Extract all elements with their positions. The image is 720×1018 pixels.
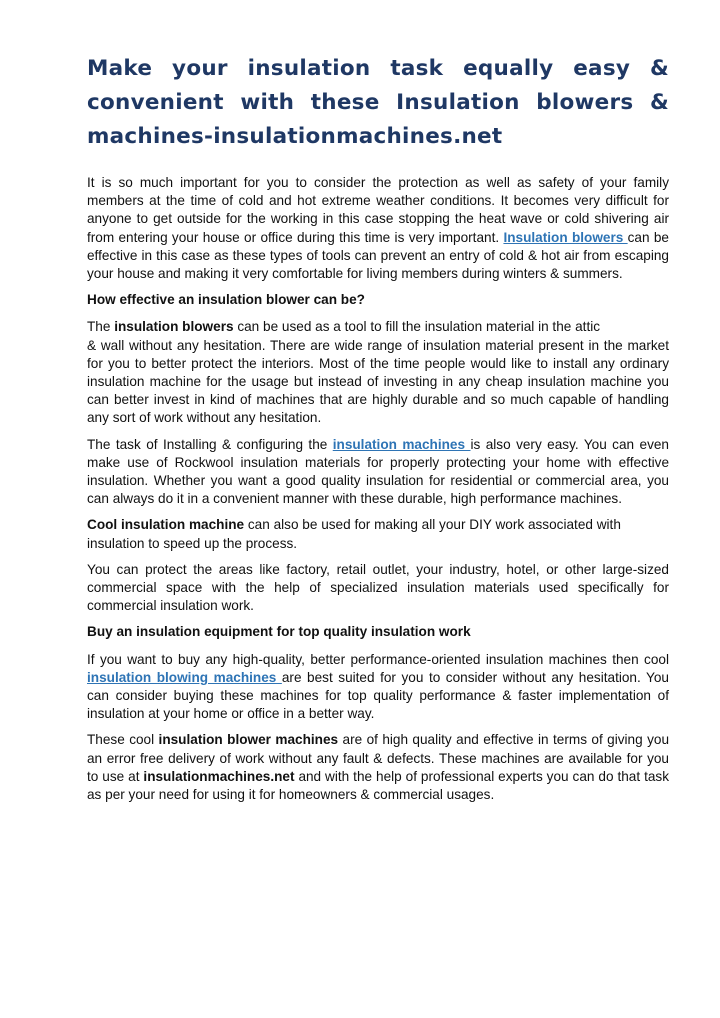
paragraph-text: These cool xyxy=(87,732,159,748)
paragraph-text: are best suited for you to consider without any hesitation. You can consider buying these machines for top quality performance & faster implementation of insulation at your home or office in a better way. xyxy=(87,669,669,722)
commercial-paragraph: You can protect the areas like factory, retail outlet, your industry, hotel, or other large-sized commercial space with the help of specialized insulation materials used specifically for commercial insulation work. xyxy=(87,561,669,614)
paragraph-text: The task of Installing & configuring the xyxy=(87,436,333,452)
insulation-machines-link[interactable]: insulation machines xyxy=(332,436,471,452)
paragraph-text: insulation to speed up the process. xyxy=(87,535,298,551)
paragraph-text: are of high quality and effective in terms of giving you an error free delivery of work without any fault & defects. These machines are available for you to use at xyxy=(87,732,670,784)
paragraph-text: and with the help of professional experts you can do that task as per your need for using it for homeowners & commercial usages. xyxy=(87,768,669,803)
installing-paragraph xyxy=(87,436,669,509)
paragraph-text: can also be used for making all your DIY work associated with xyxy=(244,517,621,533)
buy-paragraph xyxy=(87,651,669,724)
intro-text: It is so much important for you to consider the protection as well as safety of your family members at the time of cold and hot extreme weather conditions. It becomes very difficult for anyone to get outside for the working in this case stopping the heat wave or cold shivering air from entering your house or office during this time is very important. xyxy=(87,175,669,245)
paragraph-text: is also very easy. You can even make use of Rockwool insulation materials for properly protecting your home with effective insulation. Whether you want a good quality insulation for residential or commercial area, you can always do it in a convenient manner with these durable, high performance machines. xyxy=(87,436,669,507)
bold-term: Cool insulation machine xyxy=(87,517,245,533)
effectiveness-paragraph xyxy=(87,318,669,427)
intro-text-continued: can be effective in this case as these types of tools can prevent an entry of cold & hot air from escaping your house and making it very comfortable for living members during winters & summers. xyxy=(87,229,669,282)
cool-machine-paragraph xyxy=(87,516,669,552)
insulation-blowing-machines-link[interactable]: insulation blowing machines xyxy=(87,669,282,685)
intro-paragraph xyxy=(87,174,669,283)
paragraph-text: can be used as a tool to fill the insulation material in the attic xyxy=(233,319,601,335)
bold-term: insulation blowers xyxy=(114,319,234,335)
document-title: Make your insulation task equally easy & convenient with these Insulation blowers & machines-insulationmachines.net xyxy=(87,56,669,149)
insulation-blowers-link[interactable]: Insulation blowers xyxy=(503,229,628,245)
document-page xyxy=(87,52,669,812)
bold-domain: insulationmachines.net xyxy=(143,768,295,784)
closing-paragraph xyxy=(87,731,669,804)
paragraph-text: & wall without any hesitation. There are wide range of insulation material present in the market for you to better protect the interiors. Most of the time people would like to install any ordinary insulation machine for the usage but instead of investing in any cheap insulation machine you can better invest in kind of machines that are highly durable and so much capable of handling any sort of work without any hesitation. xyxy=(87,337,669,426)
bold-term: insulation blower machines xyxy=(158,732,339,748)
section-heading-effectiveness: How effective an insulation blower can be? xyxy=(87,292,365,308)
paragraph-text: If you want to buy any high-quality, better performance-oriented insulation machines then cool xyxy=(87,651,669,667)
section-heading-buy: Buy an insulation equipment for top quality insulation work xyxy=(87,624,471,640)
paragraph-text: The xyxy=(87,319,115,335)
